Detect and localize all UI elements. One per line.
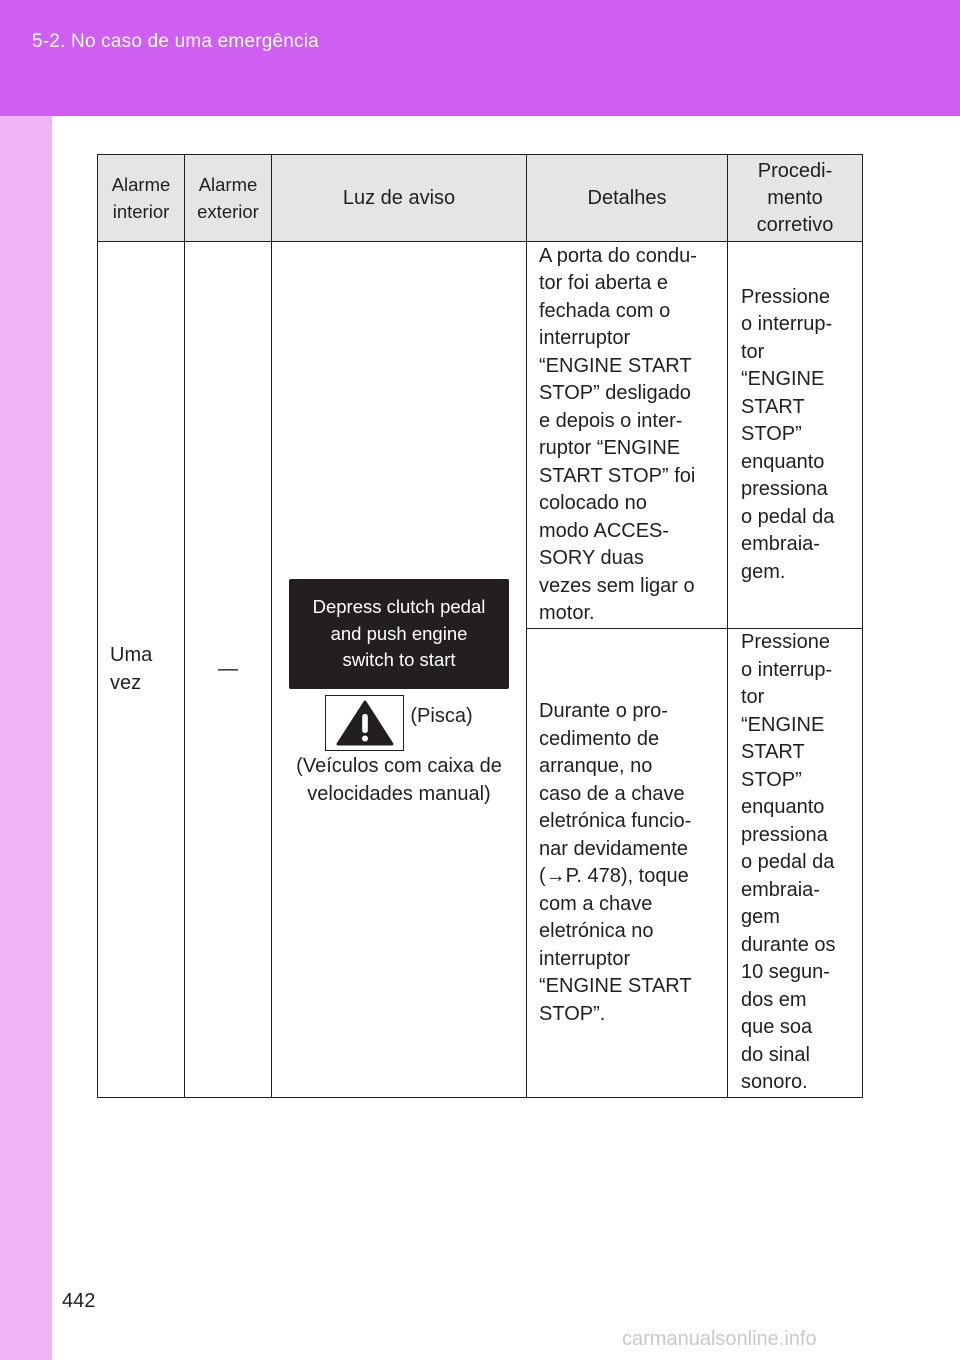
text-line: durante os xyxy=(741,933,836,956)
exclamation-triangle-icon xyxy=(335,699,395,747)
text-line: o interrup- xyxy=(741,313,833,336)
text-line: tor xyxy=(741,686,765,709)
warning-indicator-row xyxy=(272,695,526,751)
text-line: eletrónica funcio- xyxy=(539,810,692,832)
text-line: STOP”. xyxy=(539,1002,606,1025)
text-line: tor xyxy=(741,340,765,363)
text-line: arranque, no xyxy=(539,755,653,777)
col-header-procedure xyxy=(728,155,863,242)
interior-alarm-cell xyxy=(98,242,185,1098)
text-line: caso de a chave xyxy=(539,782,685,805)
details-cell-2 xyxy=(527,629,728,1098)
warning-light-cell xyxy=(272,242,527,1098)
text-line: START xyxy=(741,395,805,418)
exclamation-triangle-icon xyxy=(325,695,404,751)
text-line: enquanto xyxy=(741,450,825,473)
blink-label: (Pisca) xyxy=(410,705,473,728)
text-line: STOP” desligado xyxy=(539,382,691,404)
text-line: pressiona xyxy=(741,823,828,846)
watermark: carmanualsonline.info xyxy=(622,1328,817,1350)
text-line: cedimento de xyxy=(539,727,660,750)
table-row xyxy=(98,242,863,629)
text-line: gem. xyxy=(741,560,786,583)
text-line: embraia- xyxy=(741,533,820,556)
text-line: o interrup- xyxy=(741,658,833,681)
text-line: tor foi aberta e xyxy=(539,272,668,294)
text-line: STOP” xyxy=(741,768,802,791)
col-header-exterior-alarm xyxy=(185,155,272,242)
text-line: sonoro. xyxy=(741,1071,808,1094)
text-line: A porta do condu- xyxy=(539,244,697,267)
text-line: STOP” xyxy=(741,423,802,446)
text-line: Pressione xyxy=(741,631,830,654)
text-line: e depois o inter- xyxy=(539,409,683,432)
text-line: Alarme xyxy=(111,174,171,195)
text-line: colocado no xyxy=(539,492,647,514)
text-line: “ENGINE START xyxy=(539,975,692,997)
text-line: interruptor xyxy=(539,947,631,970)
text-line: mento xyxy=(767,186,823,209)
col-header-details: Detalhes xyxy=(527,155,728,242)
text-line: Depress clutch pedal xyxy=(312,596,486,618)
text-line: Pressione xyxy=(741,285,830,308)
text-line: com a chave xyxy=(539,892,653,915)
text-line: pressiona xyxy=(741,478,828,501)
text-line: (Veículos com caixa de xyxy=(296,755,502,777)
text-line: Alarme xyxy=(198,174,258,195)
text-line: motor. xyxy=(539,602,595,624)
text-line: dos em xyxy=(741,988,807,1011)
table-header-row xyxy=(98,155,863,242)
text-line: ruptor “ENGINE xyxy=(539,437,681,459)
text-line: “ENGINE START xyxy=(539,354,692,377)
text-line: Durante o pro- xyxy=(539,700,668,722)
text-line: switch to start xyxy=(342,649,456,671)
col-header-interior-alarm xyxy=(98,155,185,242)
text-line: START STOP” foi xyxy=(539,464,696,487)
text-line: START xyxy=(741,741,805,764)
text-line: que soa xyxy=(741,1016,813,1039)
header-band xyxy=(0,0,960,116)
warning-table xyxy=(97,154,863,1098)
text-line: interior xyxy=(112,201,170,222)
text-line: o pedal da xyxy=(741,851,835,874)
text-line: o pedal da xyxy=(741,505,835,528)
text-line: 10 segun- xyxy=(741,961,830,984)
text-line: vez xyxy=(110,671,142,694)
text-line: fechada com o xyxy=(539,299,671,322)
procedure-cell-1 xyxy=(728,242,863,629)
exterior-alarm-cell: — xyxy=(185,242,272,1098)
text-line: nar devidamente xyxy=(539,837,688,860)
text-line: velocidades manual) xyxy=(307,782,491,805)
text-line: enquanto xyxy=(741,796,825,819)
text-line: (→P. 478), toque xyxy=(539,865,689,887)
text-line: exterior xyxy=(197,201,259,222)
text-line: corretivo xyxy=(756,213,834,236)
text-line: “ENGINE xyxy=(741,368,825,391)
section-title: 5-2. No caso de uma emergência xyxy=(32,31,319,52)
display-message-box xyxy=(289,579,509,689)
text-line: Uma xyxy=(110,644,153,666)
text-line: “ENGINE xyxy=(741,713,825,736)
procedure-cell-2 xyxy=(728,629,863,1098)
text-line: and push engine xyxy=(330,622,468,644)
col-header-warning-light: Luz de aviso xyxy=(272,155,527,242)
page-number: 442 xyxy=(62,1290,96,1312)
text-line: Procedi- xyxy=(757,159,833,182)
text-line: modo ACCES- xyxy=(539,519,670,542)
text-line: eletrónica no xyxy=(539,920,654,942)
vehicle-note xyxy=(272,753,526,808)
details-cell-1 xyxy=(527,242,728,629)
text-line: do sinal xyxy=(741,1043,810,1066)
text-line: vezes sem ligar o xyxy=(539,574,695,597)
text-line: embraia- xyxy=(741,878,820,901)
text-line: interruptor xyxy=(539,327,631,349)
text-line: gem xyxy=(741,906,780,929)
text-line: SORY duas xyxy=(539,547,644,569)
side-band xyxy=(0,116,52,1360)
